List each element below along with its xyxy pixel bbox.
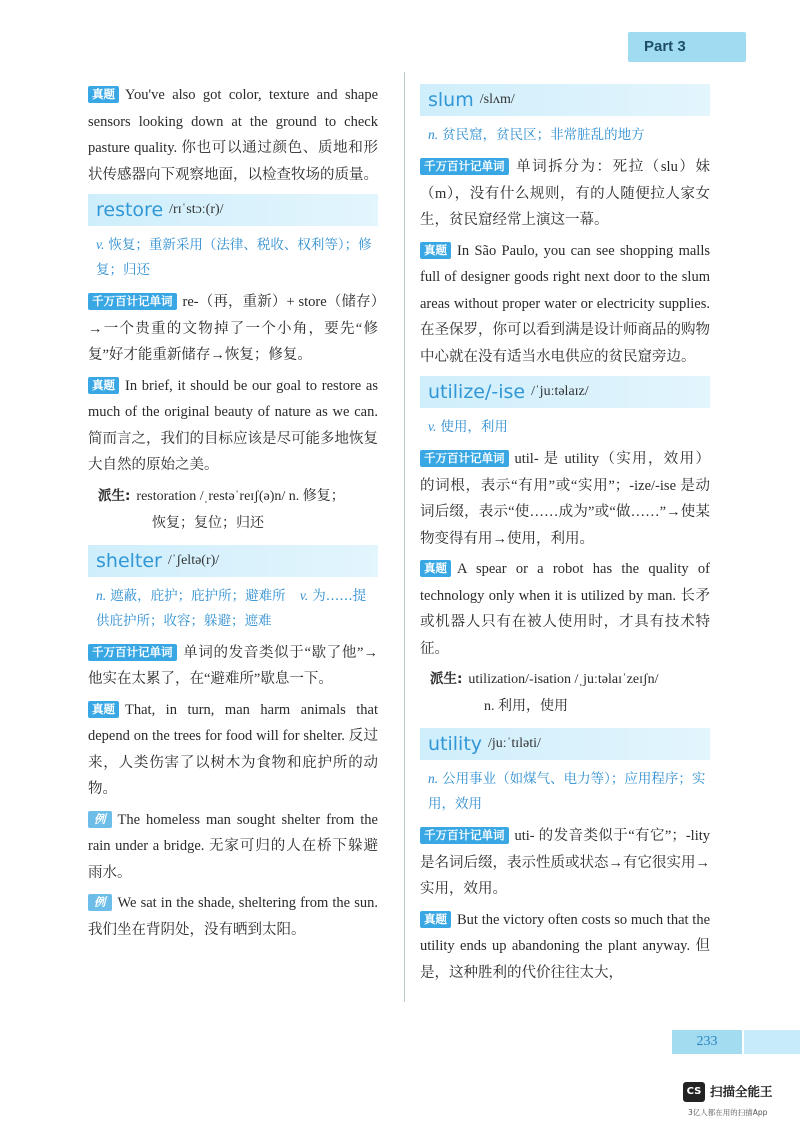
pos-label: n. xyxy=(96,587,107,603)
example-tag: 例 xyxy=(88,894,112,911)
memo-text: util- 是 utility（实用，效用）的词根，表示“有用”或“实用”；-ize/-ise 是动词后缀，表示“使……成为”或“做……”→使某物变得有用→使用，利用。 xyxy=(420,451,710,547)
pos-label: v. xyxy=(299,587,309,603)
entry-header-utilize xyxy=(420,376,710,408)
real-shelter xyxy=(88,697,378,803)
memo-tag: 千万百计记单词 xyxy=(88,293,177,310)
definition-slum xyxy=(428,122,710,148)
definition-text: 贫民窟，贫民区；非常脏乱的地方 xyxy=(442,127,645,143)
memo-text: uti- 的发音类似于“有它”；-lity 是名词后缀，表示性质或状态→有它很实用→实用，效用。 xyxy=(420,828,710,897)
memo-utilize xyxy=(420,446,710,552)
example-shelter-1 xyxy=(88,807,378,887)
headword-slum: slum xyxy=(428,89,474,111)
phonetic-shelter: /ˈʃeltə(r)/ xyxy=(167,552,220,568)
definition-text: 为……提供庇护所；收容；躲避；遮难 xyxy=(96,587,367,629)
example-text: We sat in the shade, sheltering from the sun. 我们坐在背阴处，没有晒到太阳。 xyxy=(88,895,378,938)
pos-label: v. xyxy=(96,237,105,252)
derivative-utilize xyxy=(430,666,710,720)
headword-restore: restore xyxy=(96,199,164,221)
memo-tag: 千万百计记单词 xyxy=(420,827,509,844)
definition-restore xyxy=(96,232,378,283)
real-utilize xyxy=(420,556,710,662)
memo-tag: 千万百计记单词 xyxy=(420,158,509,175)
derivative-line: restoration /ˌrestəˈreɪʃ(ə)n/ n. 修复； xyxy=(136,488,345,504)
derivative-line: utilization/-isation /ˌjuːtəlaɪˈzeɪʃn/ xyxy=(468,672,659,687)
pos-label: n. xyxy=(428,771,439,786)
real-text: In brief, it should be our goal to restore as much of the original beauty of nature as we can. 简而言之，我们的目标应该是尽可能多地恢复大自然的原始之美。 xyxy=(88,377,378,473)
real-exam-tag: 真题 xyxy=(420,911,451,928)
scanner-app-name: 扫描全能王 xyxy=(710,1084,773,1099)
definition-utilize xyxy=(428,414,710,440)
real-text: A spear or a robot has the quality of technology only when it is utilized by man. 长矛或机器人只有在被人使用时，才具有技术特征。 xyxy=(420,561,710,657)
memo-tag: 千万百计记单词 xyxy=(88,644,177,661)
headword-utilize: utilize/-ise xyxy=(428,381,526,403)
camscanner-logo-icon: CS xyxy=(683,1082,705,1102)
pos-label: v. xyxy=(428,419,437,434)
real-utility xyxy=(420,907,710,987)
entry-header-slum xyxy=(420,84,710,116)
column-divider xyxy=(404,72,405,1002)
memo-shelter xyxy=(88,640,378,693)
real-exam-tag: 真题 xyxy=(88,86,119,103)
derivative-label: 派生: xyxy=(98,487,131,504)
right-column xyxy=(420,82,710,990)
derivative-restore xyxy=(98,483,378,537)
definition-text: 公用事业（如煤气、电力等）；应用程序；实用，效用 xyxy=(428,771,706,812)
real-restore xyxy=(88,373,378,479)
entry-header-restore xyxy=(88,194,378,226)
part-tab: Part 3 xyxy=(628,32,746,62)
example-shelter-2 xyxy=(88,890,378,943)
example-text: The homeless man sought shelter from the rain under a bridge. 无家可归的人在桥下躲避雨水。 xyxy=(88,811,378,881)
real-exam-tag: 真题 xyxy=(420,242,451,259)
definition-text: 恢复；重新采用（法律、税收、权利等）；修复；归还 xyxy=(96,237,372,278)
real-exam-tag: 真题 xyxy=(420,560,451,577)
phonetic-restore: /rɪˈstɔː(r)/ xyxy=(169,202,224,217)
memo-text: re-（再，重新）+ store（储存）→一个贵重的文物掉了一个小角，要先“修复”好才能重新储存→恢复；修复。 xyxy=(88,294,378,363)
real-text: But the victory often costs so much that the utility ends up abandoning the plant anyway. 但是，这种胜利的代价往往太大， xyxy=(420,911,710,981)
derivative-line: 恢复；复位；归还 xyxy=(152,515,264,531)
real-exam-tag: 真题 xyxy=(88,377,119,394)
page-number: 233 xyxy=(672,1030,742,1054)
pos-label: n. xyxy=(428,127,439,142)
example-tag: 例 xyxy=(88,811,112,828)
phonetic-slum: /slʌm/ xyxy=(479,92,515,107)
real-slum xyxy=(420,238,710,371)
memo-text: 单词拆分为：死拉（slu）妹（m），没有什么规则，有的人随便拉人家女生，贫民窟经常上演这一幕。 xyxy=(420,159,710,228)
page-number-bar xyxy=(744,1030,800,1054)
real-text: In São Paulo, you can see shopping malls full of designer goods right next door to the slum areas without proper water or electricity supplies. 在圣保罗，你可以看到满是设计师商品的购物中心就在没有适当水电供应的贫民窟旁边。 xyxy=(420,242,710,365)
memo-text: 单词的发音类似于“歇了他”→他实在太累了，在“避难所”歇息一下。 xyxy=(88,644,378,687)
definition-utility xyxy=(428,766,710,817)
derivative-label: 派生: xyxy=(430,671,463,687)
headword-shelter: shelter xyxy=(96,549,162,572)
memo-utility xyxy=(420,823,710,903)
intro-real-sentence xyxy=(88,82,378,188)
derivative-line: n. 利用，使用 xyxy=(484,699,568,714)
entry-header-utility xyxy=(420,728,710,760)
entry-header-shelter xyxy=(88,545,378,577)
headword-utility: utility xyxy=(428,733,483,755)
left-column xyxy=(88,82,378,947)
phonetic-utility: /juːˈtɪləti/ xyxy=(488,736,541,751)
definition-text: 使用，利用 xyxy=(440,419,508,435)
memo-tag: 千万百计记单词 xyxy=(420,450,509,467)
real-text: That, in turn, man harm animals that depend on the trees for food will for shelter. 反过来，人类伤害了以树木为食物和庇护所的动物。 xyxy=(88,701,378,797)
phonetic-utilize: /ˈjuːtəlaɪz/ xyxy=(531,384,589,399)
memo-slum xyxy=(420,154,710,234)
definition-shelter xyxy=(96,583,378,634)
scanner-app-slogan: 3亿人都在用的扫描App xyxy=(688,1108,768,1117)
real-exam-tag: 真题 xyxy=(88,701,119,718)
definition-text: 遮蔽，庇护；庇护所；避难所 xyxy=(110,587,286,604)
memo-restore xyxy=(88,289,378,369)
intro-text: You've also got color, texture and shape sensors looking down at the ground to check pasture quality. 你也可以通过颜色、质地和形状传感器向下观察地面，以检查牧场的质量。 xyxy=(88,87,378,183)
